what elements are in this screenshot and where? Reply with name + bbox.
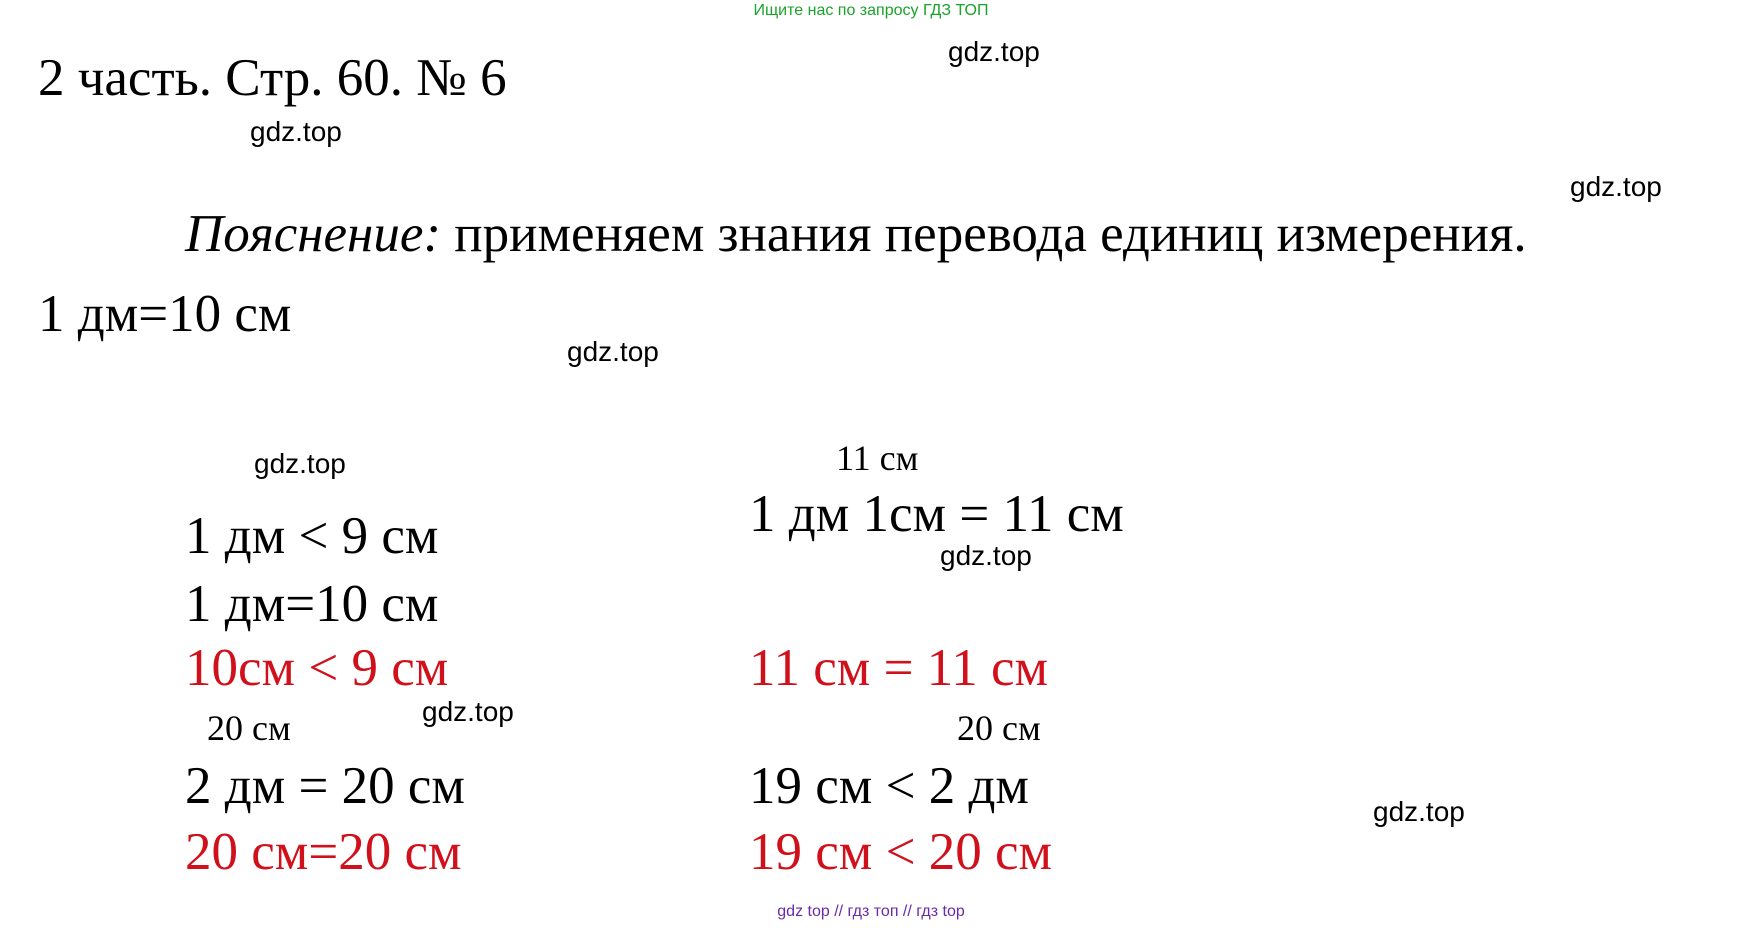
right-block1-note: 11 см bbox=[836, 438, 919, 478]
search-banner: Ищите нас по запросу ГДЗ ТОП bbox=[753, 2, 989, 19]
right-block2-note: 20 см bbox=[957, 708, 1041, 748]
explanation-label: Пояснение: bbox=[185, 205, 442, 263]
footer-links: gdz top // гдз топ // гдз top bbox=[777, 903, 965, 920]
right-block1-line1: 1 дм 1см = 11 см bbox=[749, 485, 1124, 543]
left-block1-line1: 1 дм < 9 см bbox=[185, 507, 439, 565]
page-title: 2 часть. Стр. 60. № 6 bbox=[38, 49, 507, 107]
left-block1-answer: 10см < 9 см bbox=[185, 639, 449, 697]
left-block2-note: 20 см bbox=[207, 708, 291, 748]
right-block1-answer: 11 см = 11 см bbox=[749, 639, 1049, 697]
left-block2-line1: 2 дм = 20 см bbox=[185, 757, 465, 815]
left-block2-answer: 20 см=20 см bbox=[185, 823, 462, 881]
watermark: gdz.top bbox=[422, 696, 514, 727]
right-block2-answer: 19 см < 20 см bbox=[749, 823, 1053, 881]
watermark: gdz.top bbox=[250, 116, 342, 147]
watermark: gdz.top bbox=[940, 540, 1032, 571]
explanation bbox=[185, 205, 1527, 263]
left-block1-line2: 1 дм=10 см bbox=[185, 575, 439, 633]
watermark: gdz.top bbox=[254, 448, 346, 479]
right-block2-line1: 19 см < 2 дм bbox=[749, 757, 1029, 815]
watermark: gdz.top bbox=[1373, 796, 1465, 827]
watermark: gdz.top bbox=[567, 336, 659, 367]
watermark: gdz.top bbox=[1570, 171, 1662, 202]
explanation-text: применяем знания перевода единиц измерения. bbox=[454, 205, 1527, 263]
watermark: gdz.top bbox=[948, 36, 1040, 67]
unit-rule: 1 дм=10 см bbox=[38, 285, 292, 343]
